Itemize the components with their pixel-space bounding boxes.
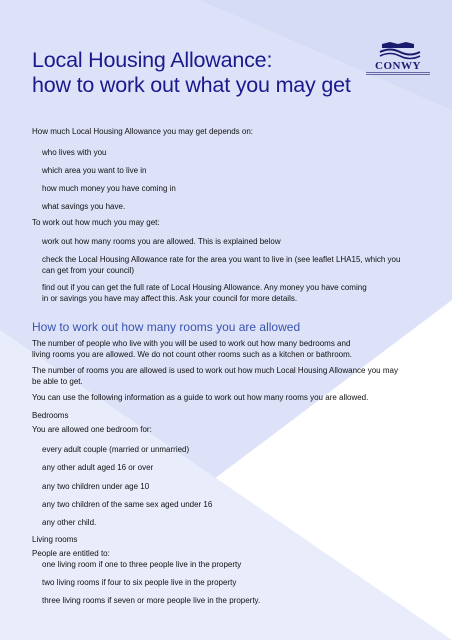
bedrooms-heading: Bedrooms	[32, 411, 69, 420]
list-item: two living rooms if four to six people live in the property	[42, 578, 237, 587]
list-item: any other adult aged 16 or over	[42, 463, 154, 472]
list-item: any two children under age 10	[42, 482, 150, 491]
logo-wordmark: CONWY	[375, 60, 421, 72]
paragraph-line: You can use the following information as a guide to work out how many rooms you are allowed.	[32, 393, 369, 402]
intro-text: How much Local Housing Allowance you may get depends on:	[32, 127, 254, 136]
list-item: any other child.	[42, 518, 97, 527]
list-item: how much money you have coming in	[42, 184, 176, 193]
section-heading: How to work out how many rooms you are allowed	[32, 320, 301, 334]
living-rooms-heading: Living rooms	[32, 535, 78, 544]
list-item: one living room if one to three people live in the property	[42, 560, 242, 569]
list-item: who lives with you	[42, 148, 107, 157]
list-item: what savings you have.	[42, 202, 126, 211]
bedrooms-intro: You are allowed one bedroom for:	[32, 425, 152, 434]
title-line-1: Local Housing Allowance:	[32, 48, 273, 72]
list-item: any two children of the same sex aged under 16	[42, 500, 213, 509]
paragraph-line: The number of rooms you are allowed is used to work out how much Local Housing Allowance you may	[32, 366, 398, 375]
page-title	[32, 48, 351, 98]
paragraph-line: be able to get.	[32, 377, 83, 386]
list-item: every adult couple (married or unmarried)	[42, 445, 190, 454]
list-item: find out if you can get the full rate of Local Housing Allowance. Any money you have coming	[42, 283, 367, 292]
logo-strapline	[366, 72, 430, 75]
list-item: work out how many rooms you are allowed. This is explained below	[42, 237, 281, 246]
paragraph-line: The number of people who live with you will be used to work out how many bedrooms and	[32, 339, 351, 348]
list-item-continued: can get from your council)	[42, 266, 135, 275]
work-out-intro: To work out how much you may get:	[32, 218, 160, 227]
list-item: check the Local Housing Allowance rate for the area you want to live in (see leaflet LHA15, which you	[42, 255, 401, 264]
title-line-2: how to work out what you may get	[32, 73, 351, 97]
list-item-continued: in or savings you have may affect this. Ask your council for more details.	[42, 294, 298, 303]
list-item: three living rooms if seven or more people live in the property.	[42, 596, 261, 605]
living-rooms-intro: People are entitled to:	[32, 549, 110, 558]
list-item: which area you want to live in	[42, 166, 147, 175]
paragraph-line: living rooms you are allowed. We do not count other rooms such as a kitchen or bathroom.	[32, 350, 353, 359]
